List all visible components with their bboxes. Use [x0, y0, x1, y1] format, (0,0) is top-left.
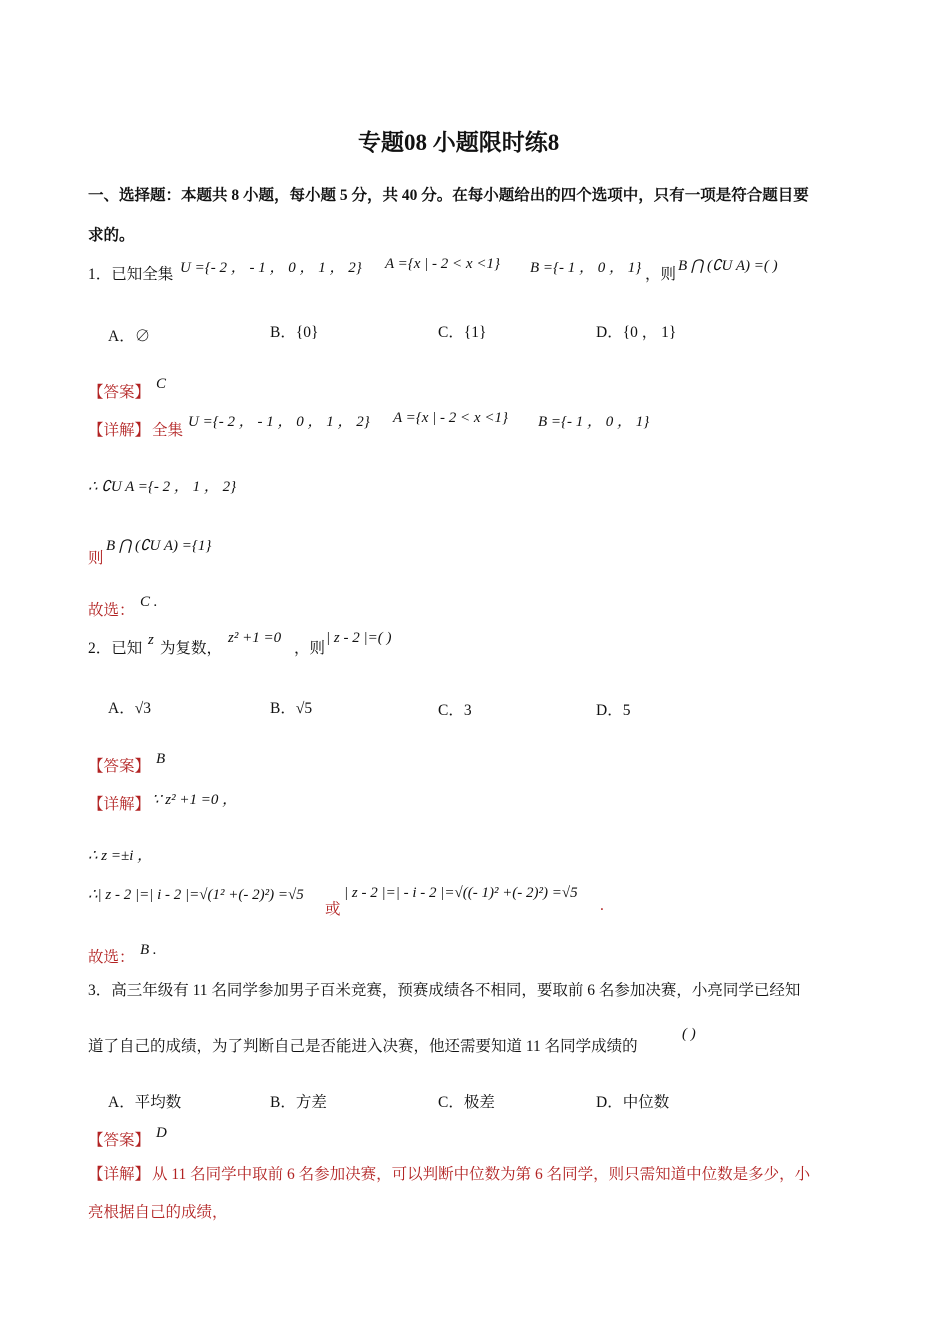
section-heading-cont: 求的。: [88, 227, 135, 244]
q1-complement: ∴ ∁U A ={- 2 ， 1 ， 2}: [88, 479, 237, 495]
q2-eq: z² +1 =0: [228, 630, 282, 646]
q1-option-d: D．{0 ， 1}: [596, 324, 677, 341]
q2-or: 或: [325, 901, 341, 918]
q1-answer: C: [156, 376, 167, 392]
q3-answer-label: 【答案】: [88, 1132, 151, 1149]
q2-detail-label: 【详解】: [88, 796, 151, 813]
q2-option-a: A．√3: [108, 700, 151, 717]
q1-choose-val: C .: [140, 594, 158, 610]
q2-ask: ，则: [294, 640, 326, 657]
q2-z: z: [148, 632, 154, 648]
q3-line2: 道了自己的成绩，为了判断自己是否能进入决赛，他还需要知道 11 名同学成绩的: [88, 1038, 638, 1055]
q3-paren: ( ): [682, 1026, 696, 1042]
q2-answer: B: [156, 751, 166, 767]
q2-number: 2．已知: [88, 640, 143, 657]
q2-mid: 为复数，: [160, 640, 223, 657]
q1-option-c: C．{1}: [438, 324, 487, 341]
q3-detail-label: 【详解】: [88, 1166, 151, 1183]
q1-set-u: U ={- 2 ， - 1 ， 0 ， 1 ， 2}: [180, 260, 362, 276]
q2-calc2: | z - 2 |=| - i - 2 |=√((- 1)² +(- 2)²) =√5: [344, 885, 578, 901]
q2-calc-end: .: [600, 897, 604, 914]
q3-option-c: C．极差: [438, 1094, 495, 1111]
q1-set-b: B ={- 1 ， 0 ， 1}: [530, 260, 642, 276]
q1-answer-label: 【答案】: [88, 384, 151, 401]
q3-detail-line1: 从 11 名同学中取前 6 名参加决赛，可以判断中位数为第 6 名同学，则只需知道中位数是多少，小: [152, 1166, 811, 1183]
q1-option-a: A．∅: [108, 328, 151, 345]
q3-option-d: D．中位数: [596, 1094, 670, 1111]
q1-ask: ，则: [645, 266, 677, 283]
q2-option-c: C．3: [438, 702, 472, 719]
q2-choose: 故选：: [88, 949, 135, 966]
q1-expr: B ⋂ (∁U A) =( ): [678, 258, 778, 274]
q1-detail-lead: 全集: [152, 422, 184, 439]
q3-detail-line2: 亮根据自己的成绩，: [88, 1204, 228, 1221]
q1-option-b: B．{0}: [270, 324, 319, 341]
q1-choose: 故选：: [88, 602, 135, 619]
section-heading: 一、选择题：本题共 8 小题，每小题 5 分，共 40 分。在每小题给出的四个选项中，只有一项是符合题目要: [88, 187, 809, 204]
q2-calc1: ∴| z - 2 |=| i - 2 |=√(1² +(- 2)²) =√5: [88, 887, 304, 903]
q3-option-b: B．方差: [270, 1094, 327, 1111]
q1-result: B ⋂ (∁U A) ={1}: [106, 538, 212, 554]
q2-option-b: B．√5: [270, 700, 313, 717]
q3-option-a: A．平均数: [108, 1094, 182, 1111]
q2-option-d: D．5: [596, 702, 631, 719]
q1-detail-b: B ={- 1 ， 0 ， 1}: [538, 414, 650, 430]
q2-choose-val: B .: [140, 942, 157, 958]
q3-answer: D: [156, 1125, 167, 1141]
q3-line1: 3．高三年级有 11 名同学参加男子百米竞赛，预赛成绩各不相同，要取前 6 名参加决赛，小亮同学已经知: [88, 982, 801, 999]
q1-number: 1．已知全集: [88, 266, 174, 283]
q1-detail-label: 【详解】: [88, 422, 151, 439]
q2-because: ∵ z² +1 =0 ，: [152, 792, 238, 808]
q1-set-a: A ={x | - 2 < x <1}: [385, 256, 500, 272]
q2-so-z: ∴ z =±i ，: [88, 848, 153, 864]
q1-then: 则: [88, 550, 104, 567]
q2-answer-label: 【答案】: [88, 758, 151, 775]
q1-detail-a: A ={x | - 2 < x <1}: [393, 410, 508, 426]
page-title: 专题08 小题限时练8: [358, 130, 560, 155]
q1-detail-u: U ={- 2 ， - 1 ， 0 ， 1 ， 2}: [188, 414, 370, 430]
q2-expr: | z - 2 |=( ): [326, 630, 392, 646]
